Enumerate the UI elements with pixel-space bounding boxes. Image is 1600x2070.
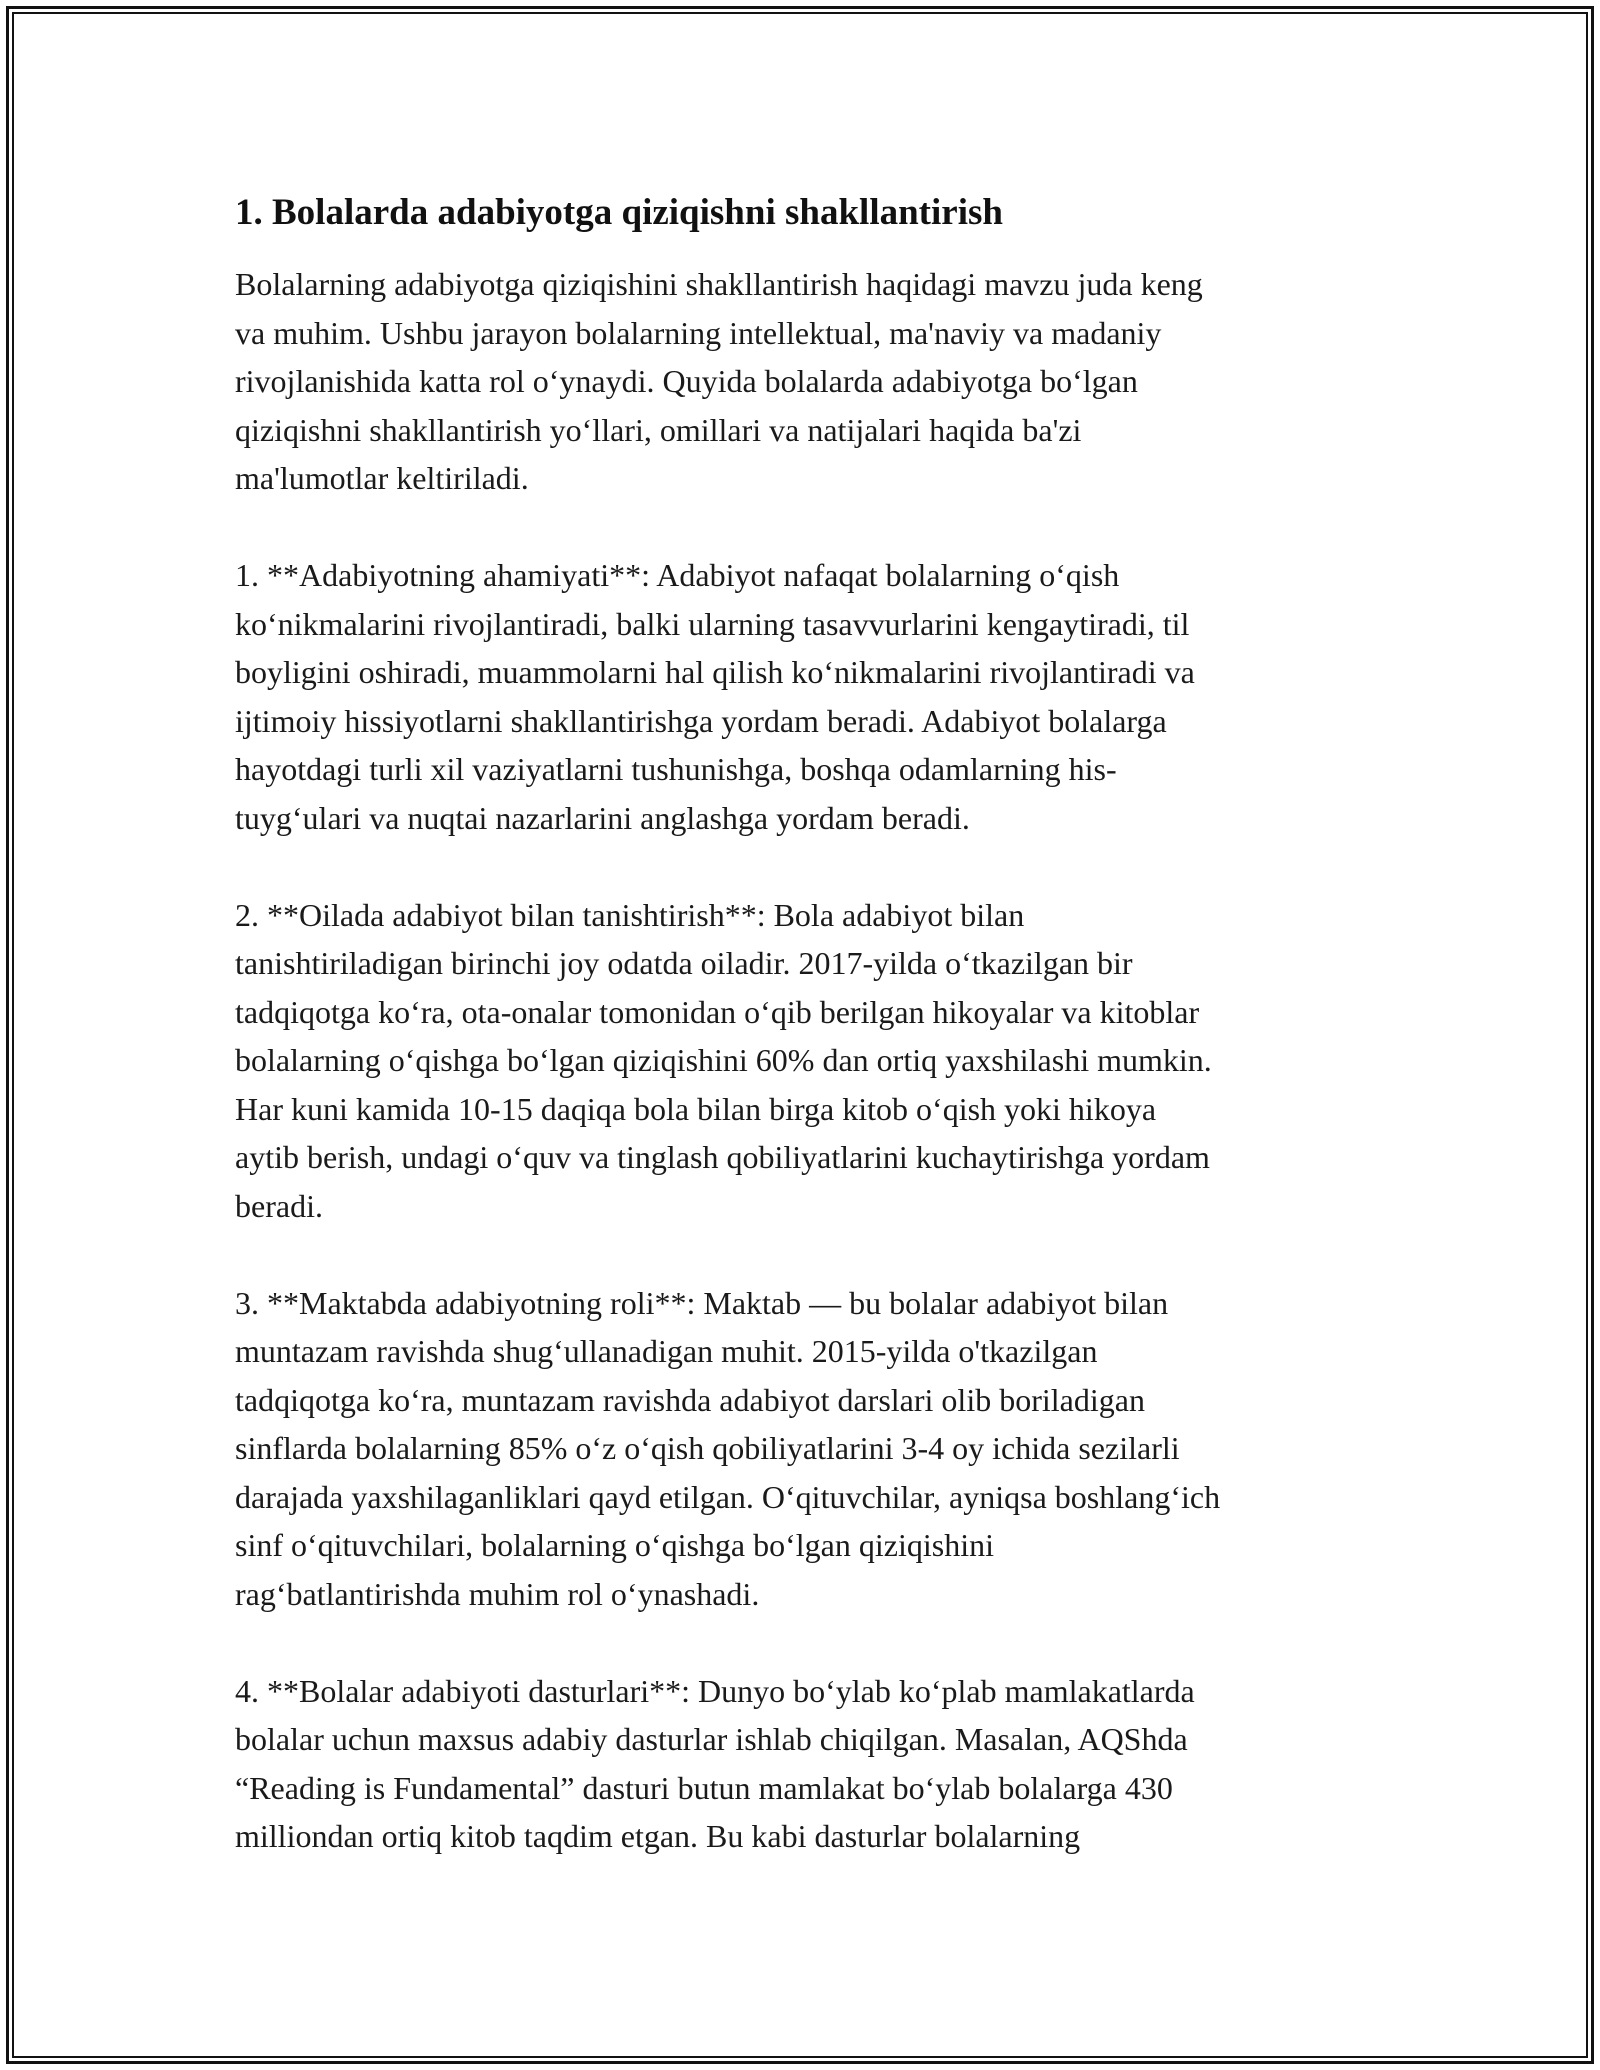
paragraph-spacer (235, 1618, 1375, 1667)
intro-paragraph: Bolalarning adabiyotga qiziqishini shakllantirish haqidagi mavzu juda keng va muhim. Ushbu jarayon bolalarning intellektual, ma'naviy va madaniy rivojlanishida katta rol o‘ynaydi. Quyida bolalarda adabiyotga bo‘lgan qiziqishni shakllantirish yo‘llari, omillari va natijalari haqida ba'zi ma'lumotlar keltiriladi. (235, 266, 1203, 496)
document-body (235, 188, 1375, 1861)
paragraph-spacer (235, 503, 1375, 552)
paragraph-school-role: 3. **Maktabda adabiyotning roli**: Maktab — bu bolalar adabiyot bilan muntazam ravishda shug‘ullanadigan muhit. 2015-yilda o'tkazilgan tadqiqotga ko‘ra, muntazam ravishda adabiyot darslari olib boriladigan sinflarda bolalarning 85% o‘z o‘qish qobiliyatlarini 3-4 oy ichida sezilarli darajada yaxshilaganliklari qayd etilgan. O‘qituvchilar, ayniqsa boshlang‘ich sinf o‘qituvchilari, bolalarning o‘qishga bo‘lgan qiziqishini rag‘batlantirishda muhim rol o‘ynashadi. (235, 1284, 1221, 1612)
section-heading: 1. Bolalarda adabiyotga qiziqishni shakllantirish (235, 192, 1003, 233)
paragraph-literature-programs: 4. **Bolalar adabiyoti dasturlari**: Dunyo bo‘ylab ko‘plab mamlakatlarda bolalar uchun maxsus adabiy dasturlar ishlab chiqilgan. Masalan, AQShda “Reading is Fundamental” dasturi butun mamlakat bo‘ylab bolalarga 430 milliondan ortiq kitob taqdim etgan. Bu kabi dasturlar bolalarning (235, 1672, 1195, 1854)
paragraph-literature-importance: 1. **Adabiyotning ahamiyati**: Adabiyot nafaqat bolalarning o‘qish ko‘nikmalarini rivojlantiradi, balki ularning tasavvurlarini kengaytiradi, til boyligini oshiradi, muammolarni hal qilish ko‘nikmalarini rivojlantiradi va ijtimoiy hissiyotlarni shakllantirishga yordam beradi. Adabiyot bolalarga hayotdagi turli xil vaziyatlarni tushunishga, boshqa odamlarning his- tuyg‘ulari va nuqtai nazarlarini anglashga yordam beradi. (235, 557, 1195, 836)
paragraph-family-introduction: 2. **Oilada adabiyot bilan tanishtirish**: Bola adabiyot bilan tanishtiriladigan birinchi joy odatda oiladir. 2017-yilda o‘tkazilgan bir tadqiqotga ko‘ra, ota-onalar tomonidan o‘qib berilgan hikoyalar va kitoblar bolalarning o‘qishga bo‘lgan qiziqishini 60% dan ortiq yaxshilashi mumkin. Har kuni kamida 10-15 daqiqa bola bilan birga kitob o‘qish yoki hikoya aytib berish, undagi o‘quv va tinglash qobiliyatlarini kuchaytirishga yordam beradi. (235, 896, 1212, 1224)
paragraph-spacer (235, 1230, 1375, 1279)
paragraph-spacer (235, 842, 1375, 891)
